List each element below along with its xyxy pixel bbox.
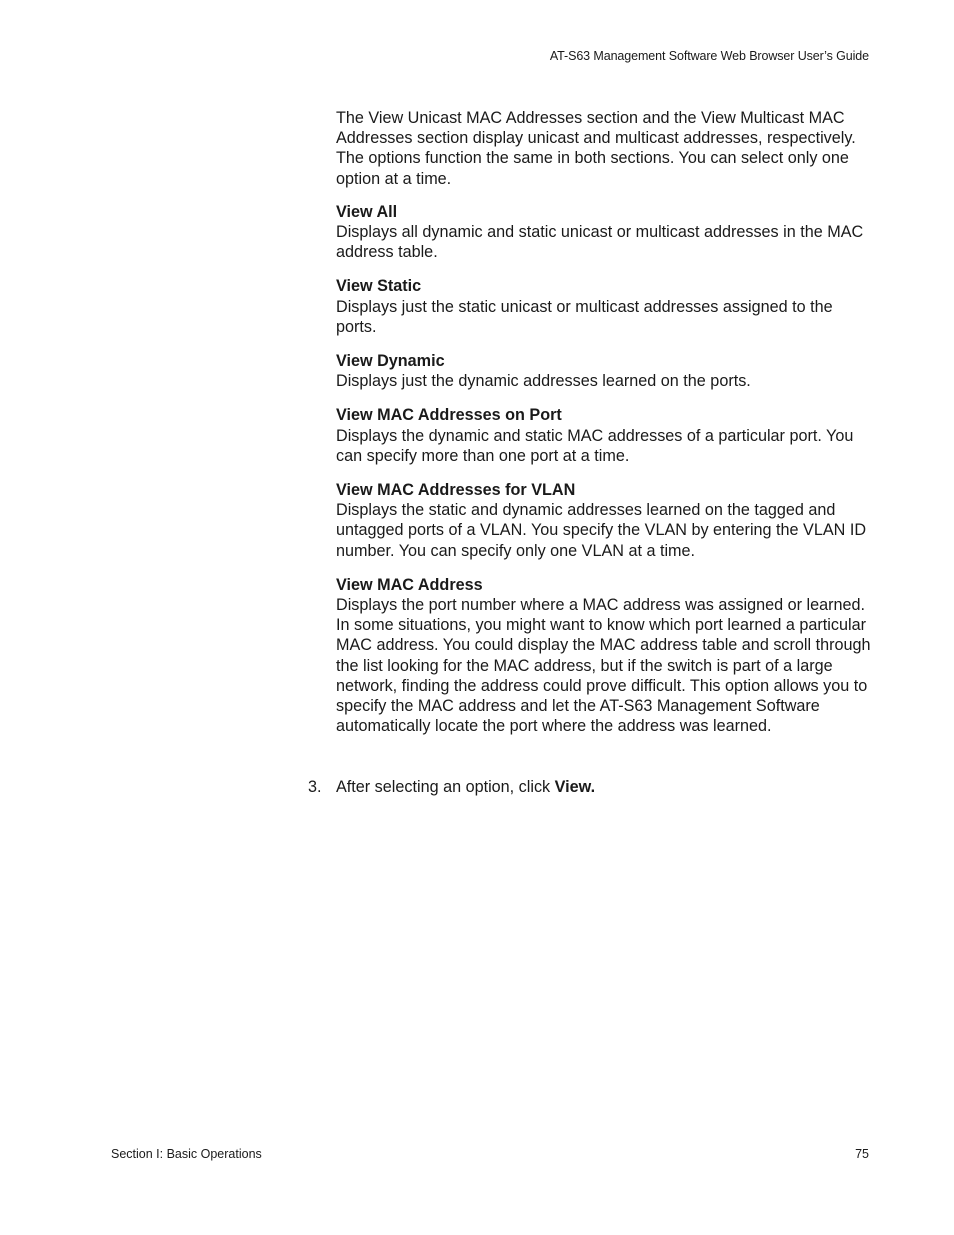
step-number: 3. <box>308 778 322 796</box>
step-3 <box>308 777 595 797</box>
option-view-all <box>336 202 872 263</box>
option-title: View All <box>336 202 398 221</box>
step-action: View. <box>554 778 596 796</box>
option-description: Displays the port number where a MAC address was assigned or learned. In some situations, you might want to know which port learned a particular MAC address. You could display the MAC address table and scroll through the list looking for the MAC address, but if the switch is part of a large network, finding the address could prove difficult. This option allows you to specify the MAC address and let the AT-S63 Management Software automatically locate the port where the address was learned. <box>336 596 871 736</box>
option-description: Displays just the static unicast or multicast addresses assigned to the ports. <box>336 297 833 336</box>
step-text: After selecting an option, click <box>336 778 555 796</box>
option-title: View MAC Addresses on Port <box>336 406 562 425</box>
body-text <box>336 108 872 750</box>
option-description: Displays just the dynamic addresses learned on the ports. <box>336 372 751 391</box>
option-title: View MAC Addresses for VLAN <box>336 481 576 500</box>
option-title: View MAC Address <box>336 575 483 594</box>
option-title: View Dynamic <box>336 352 445 371</box>
option-description: Displays all dynamic and static unicast or multicast addresses in the MAC address table. <box>336 223 864 262</box>
option-view-mac-addresses-for-vlan <box>336 480 872 561</box>
option-view-mac-addresses-on-port <box>336 405 872 466</box>
option-description: Displays the dynamic and static MAC addresses of a particular port. You can specify more than one port at a time. <box>336 426 854 465</box>
page-number: 75 <box>855 1147 869 1161</box>
option-view-static <box>336 276 872 337</box>
option-view-mac-address <box>336 575 872 737</box>
option-title: View Static <box>336 277 422 296</box>
option-description: Displays the static and dynamic addresses learned on the tagged and untagged ports of a VLAN. You specify the VLAN by entering the VLAN ID number. You can specify only one VLAN at a time. <box>336 501 867 560</box>
footer-section: Section I: Basic Operations <box>111 1147 262 1161</box>
option-view-dynamic <box>336 351 872 391</box>
intro-paragraph: The View Unicast MAC Addresses section and the View Multicast MAC Addresses section display unicast and multicast addresses, respectively. The options function the same in both sections. You can select only one option at a time. <box>336 109 856 188</box>
running-header: AT-S63 Management Software Web Browser User’s Guide <box>549 49 869 63</box>
